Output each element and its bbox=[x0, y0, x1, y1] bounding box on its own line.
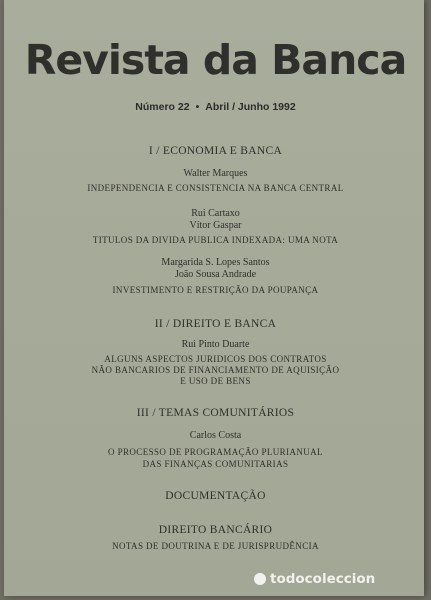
magazine-cover bbox=[4, 0, 424, 596]
article-title: INVESTIMENTO E RESTRIÇÃO DA POUPANÇA bbox=[112, 285, 319, 295]
article-title: TITULOS DA DIVIDA PUBLICA INDEXADA: UMA NOTA bbox=[92, 235, 339, 245]
article-author: Rui Pinto Duarte bbox=[181, 339, 250, 350]
article-title: INDEPENDENCIA E CONSISTENCIA NA BANCA CENTRAL bbox=[87, 183, 344, 193]
section-heading: II / DIREITO E BANCA bbox=[154, 318, 277, 330]
section-heading: III / TEMAS COMUNITÁRIOS bbox=[136, 407, 295, 419]
article-title: ALGUNS ASPECTOS JURIDICOS DOS CONTRATOS bbox=[104, 354, 327, 364]
banking-law-heading: DIREITO BANCÁRIO bbox=[158, 524, 273, 536]
issue-date: Abril / Junho 1992 bbox=[205, 101, 296, 113]
masthead-title: Revista da Banca bbox=[24, 36, 407, 84]
article-title: E USO DE BENS bbox=[180, 376, 251, 386]
article-title: DAS FINANÇAS COMUNITARIAS bbox=[142, 459, 289, 469]
watermark-icon bbox=[254, 573, 266, 585]
article-title: NÃO BANCARIOS DE FINANCIAMENTO DE AQUISIÇÃO bbox=[91, 365, 340, 375]
article-author: Walter Marques bbox=[183, 168, 248, 179]
article-title: O PROCESSO DE PROGRAMAÇÃO PLURIANUAL bbox=[108, 447, 323, 457]
article-author: Carlos Costa bbox=[189, 430, 242, 441]
watermark-logo bbox=[254, 571, 375, 587]
watermark-text: todocoleccion bbox=[270, 571, 376, 587]
article-author: Vítor Gaspar bbox=[189, 220, 242, 231]
section-heading: I / ECONOMIA E BANCA bbox=[148, 145, 283, 157]
issue-line bbox=[0, 101, 431, 113]
banking-law-subtitle: NOTAS DE DOUTRINA E DE JURISPRUDÊNCIA bbox=[112, 541, 319, 551]
issue-number: Número 22 bbox=[135, 101, 190, 113]
article-author: João Sousa Andrade bbox=[174, 269, 257, 280]
documentation-heading: DOCUMENTAÇÃO bbox=[165, 490, 266, 502]
article-author: Rui Cartaxo bbox=[191, 208, 240, 219]
article-author: Margarida S. Lopes Santos bbox=[161, 257, 270, 268]
bullet-separator: • bbox=[195, 101, 200, 113]
